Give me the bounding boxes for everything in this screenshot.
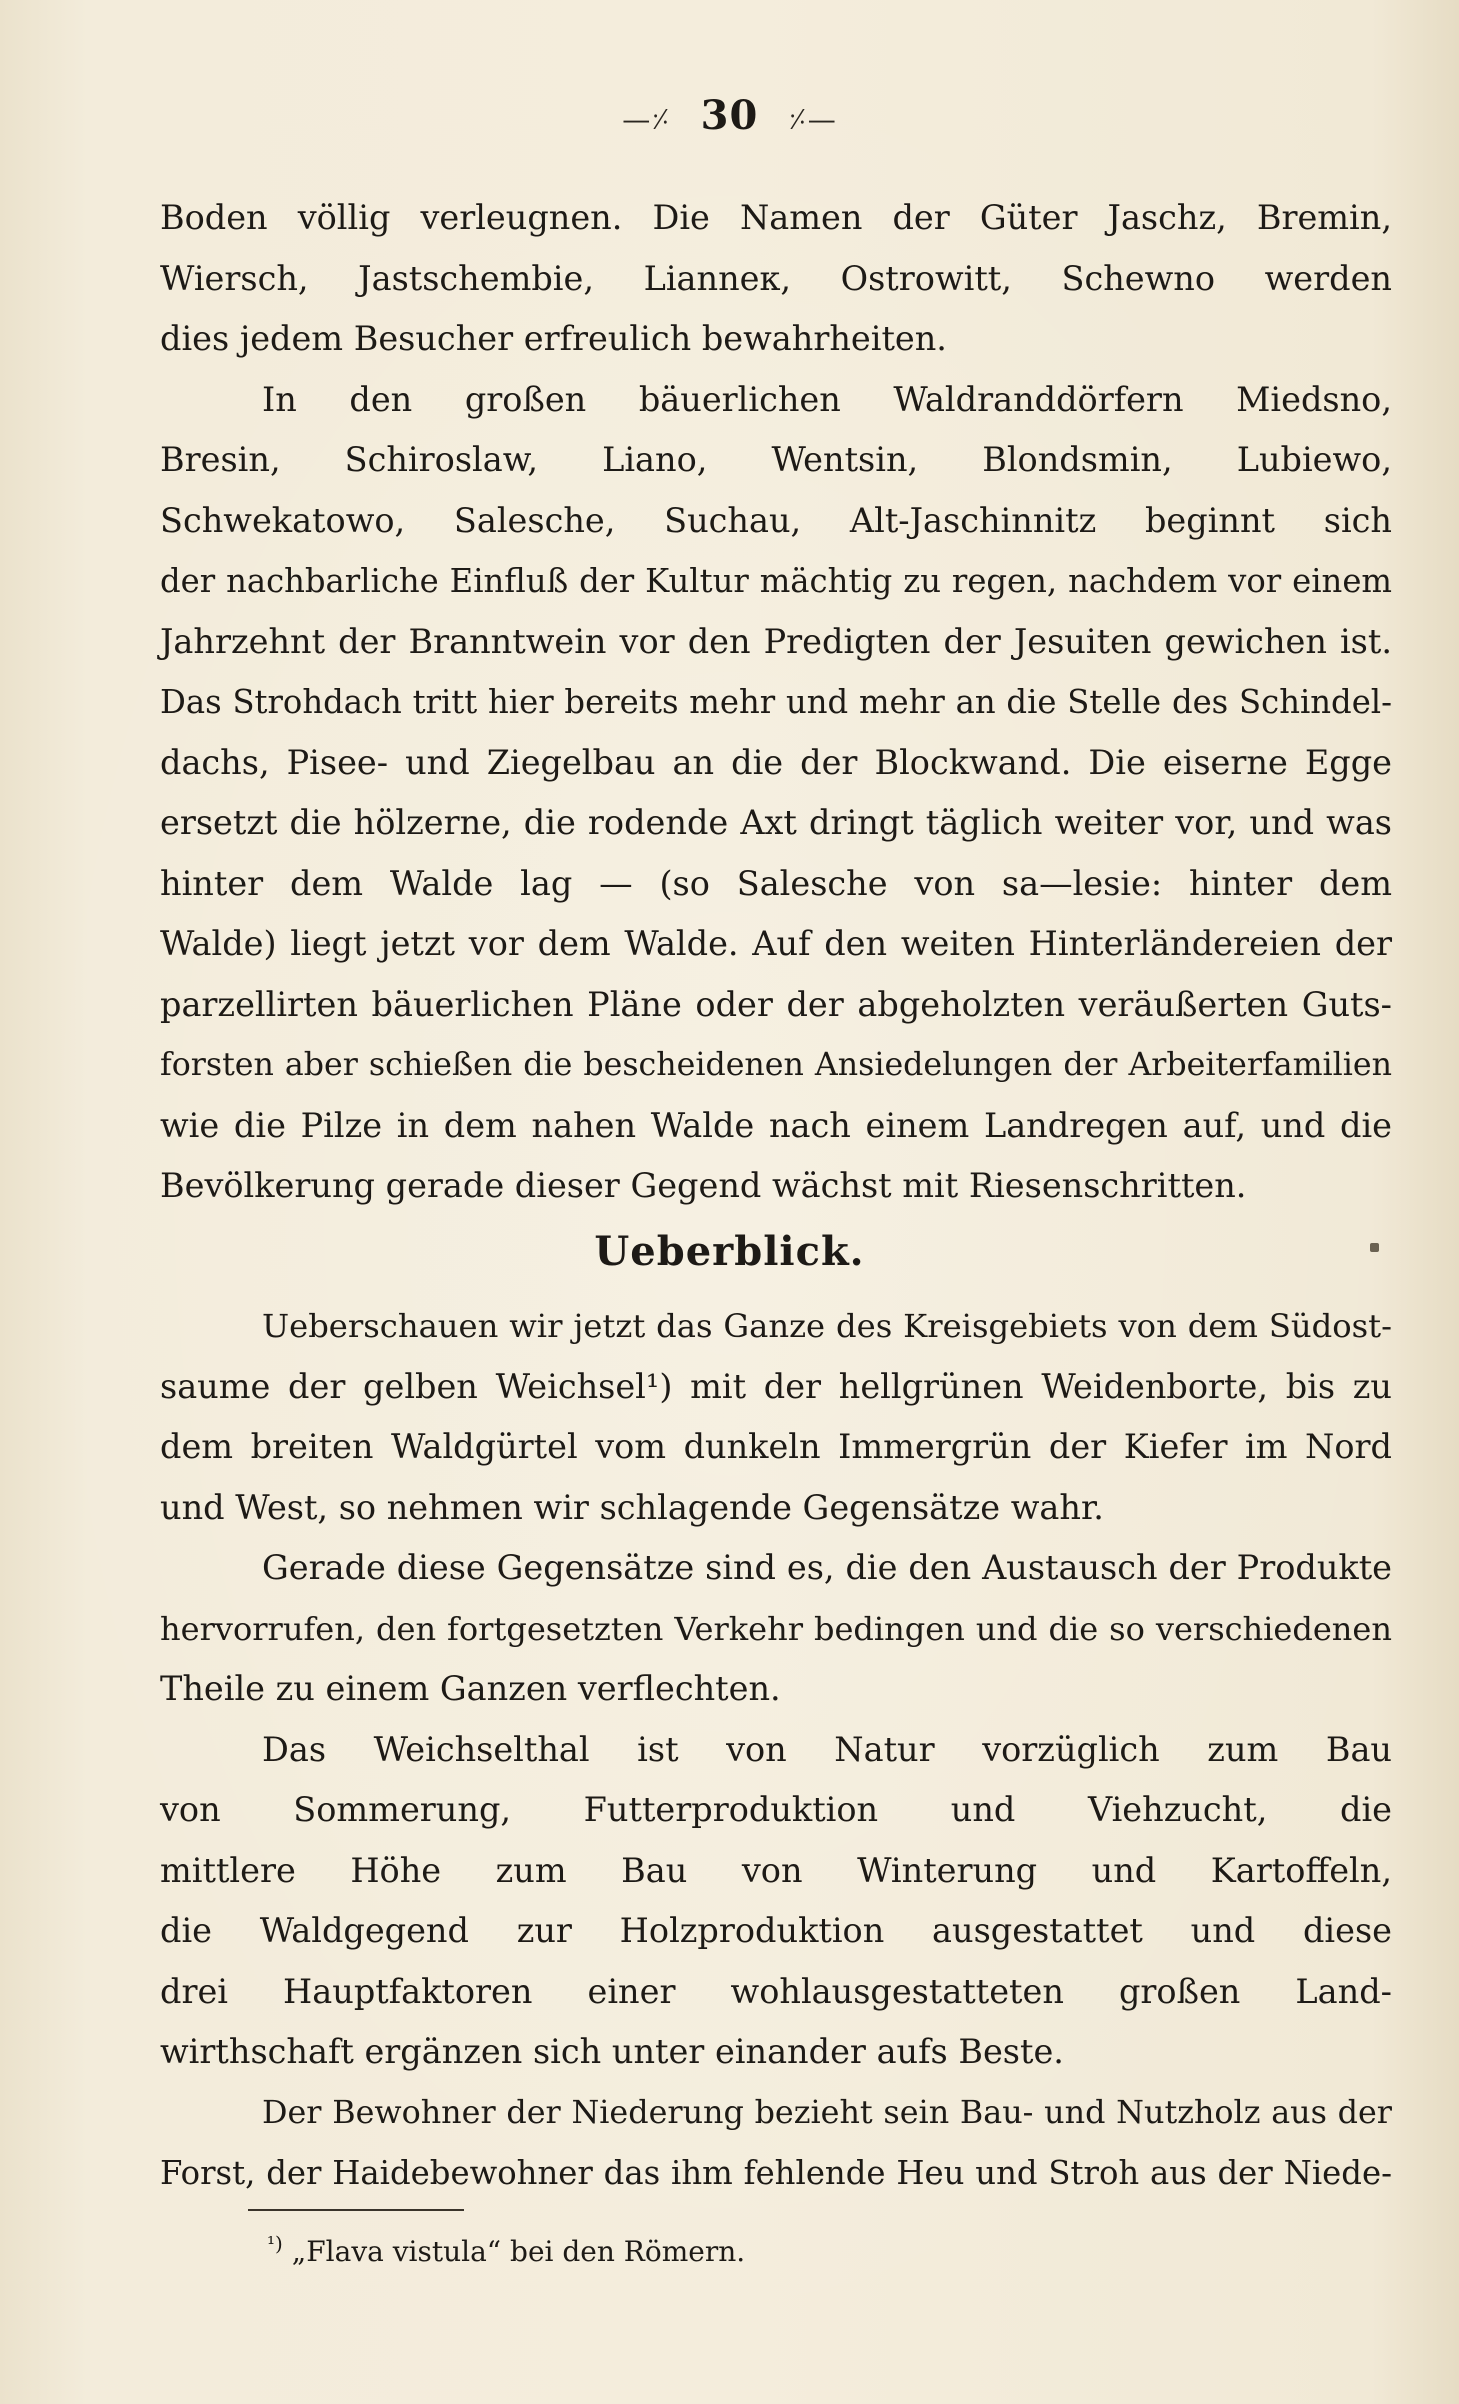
paragraph-5 (160, 1720, 1392, 2083)
text-line: ersetzt die hölzerne, die rodende Axt dringt täglich weiter vor, und was (160, 803, 1392, 842)
text-line: von Sommerung, Futterproduktion und Viehzucht, die (160, 1790, 1392, 1829)
text-line: Jahrzehnt der Branntwein vor den Predigten der Jesuiten gewichen ist. (160, 621, 1392, 661)
text-line: Wiersch, Jastschembie, Lianneк, Ostrowitt, Schewno werden (160, 258, 1392, 298)
text-line: dem breiten Waldgürtel vom dunkeln Immergrün der Kiefer im Nord (160, 1427, 1392, 1466)
text-line: Bresin, Schiroslaw, Liano, Wentsin, Blondsmin, Lubiewo, (160, 440, 1392, 479)
text-line: forsten aber schießen die bescheidenen Ansiedelungen der Arbeiterfamilien (160, 1047, 1392, 1083)
text-line: der nachbarliche Einfluß der Kultur mächtig zu regen, nachdem vor einem (160, 562, 1392, 600)
paragraph-3 (160, 1296, 1392, 1538)
header-ornament-left: —⸓ (622, 103, 671, 136)
paragraph-6 (160, 2083, 1392, 2204)
text-line: wie die Pilze in dem nahen Walde nach einem Landregen auf, und die (160, 1105, 1392, 1145)
footnote-marker: ¹) (267, 2231, 283, 2256)
text-line: Forst, der Haidebewohner das ihm fehlende Heu und Stroh aus der Niede- (160, 2154, 1392, 2192)
text-line: Schwekatowo, Salesche, Suchau, Alt-Jaschinnitz beginnt sich (160, 500, 1392, 540)
footnote-rule (248, 2209, 464, 2211)
text-line: saume der gelben Weichsel¹) mit der hellgrünen Weidenborte, bis zu (160, 1366, 1392, 1406)
text-line: hervorrufen, den fortgesetzten Verkehr bedingen und die so verschiedenen (160, 1609, 1392, 1648)
print-speck (1370, 1243, 1379, 1252)
text-line: mittlere Höhe zum Bau von Winterung und Kartoffeln, (160, 1850, 1392, 1890)
text-line: Bevölkerung gerade dieser Gegend wächst mit Riesenschritten. (160, 1166, 1247, 1205)
text-line: dies jedem Besucher erfreulich bewahrheiten. (160, 319, 947, 358)
page-header (0, 92, 1459, 139)
text-line: Ueberschauen wir jetzt das Ganze des Kreisgebiets von dem Südost- (262, 1307, 1392, 1345)
text-line: Das Weichselthal ist von Natur vorzüglich zum Bau (262, 1729, 1392, 1769)
text-line: Walde) liegt jetzt vor dem Walde. Auf den weiten Hinterländereien der (160, 924, 1392, 963)
paragraph-2 (160, 370, 1392, 1217)
text-line: parzellirten bäuerlichen Pläne oder der abgeholzten veräußerten Guts- (160, 984, 1392, 1024)
text-line: Gerade diese Gegensätze sind es, die den Austausch der Produkte (262, 1548, 1392, 1587)
page-number: 30 (700, 92, 759, 139)
text-line: hinter dem Walde lag — (so Salesche von sa—lesie: hinter dem (160, 863, 1392, 903)
footnote (267, 2232, 745, 2272)
footnote-text: „Flava vistula“ bei den Römern. (291, 2235, 746, 2268)
paragraph-4 (160, 1538, 1392, 1720)
text-line: Der Bewohner der Niederung bezieht sein Bau- und Nutzholz aus der (262, 2093, 1392, 2131)
text-line: Das Strohdach tritt hier bereits mehr und mehr an die Stelle des Schindel- (160, 683, 1392, 721)
text-line: drei Hauptfaktoren einer wohlausgestatteten großen Land- (160, 1971, 1392, 2011)
body-text-upper (160, 188, 1392, 1217)
paragraph-1 (160, 188, 1392, 370)
text-line: Theile zu einem Ganzen verflechten. (160, 1669, 781, 1708)
text-line: wirthschaft ergänzen sich unter einander aufs Beste. (160, 2032, 1064, 2071)
text-line: Boden völlig verleugnen. Die Namen der Güter Jaschz, Bremin, (160, 198, 1392, 237)
text-line: dachs, Pisee- und Ziegelbau an die der Blockwand. Die eiserne Egge (160, 742, 1392, 782)
header-ornament-right: ⸓— (788, 103, 837, 136)
text-line: und West, so nehmen wir schlagende Gegensätze wahr. (160, 1487, 1104, 1527)
text-line: die Waldgegend zur Holzproduktion ausgestattet und diese (160, 1911, 1392, 1950)
section-heading: Ueberblick. (594, 1228, 865, 1275)
body-text-lower (160, 1296, 1392, 2204)
text-line: In den großen bäuerlichen Waldranddörfern Miedsno, (262, 379, 1392, 419)
